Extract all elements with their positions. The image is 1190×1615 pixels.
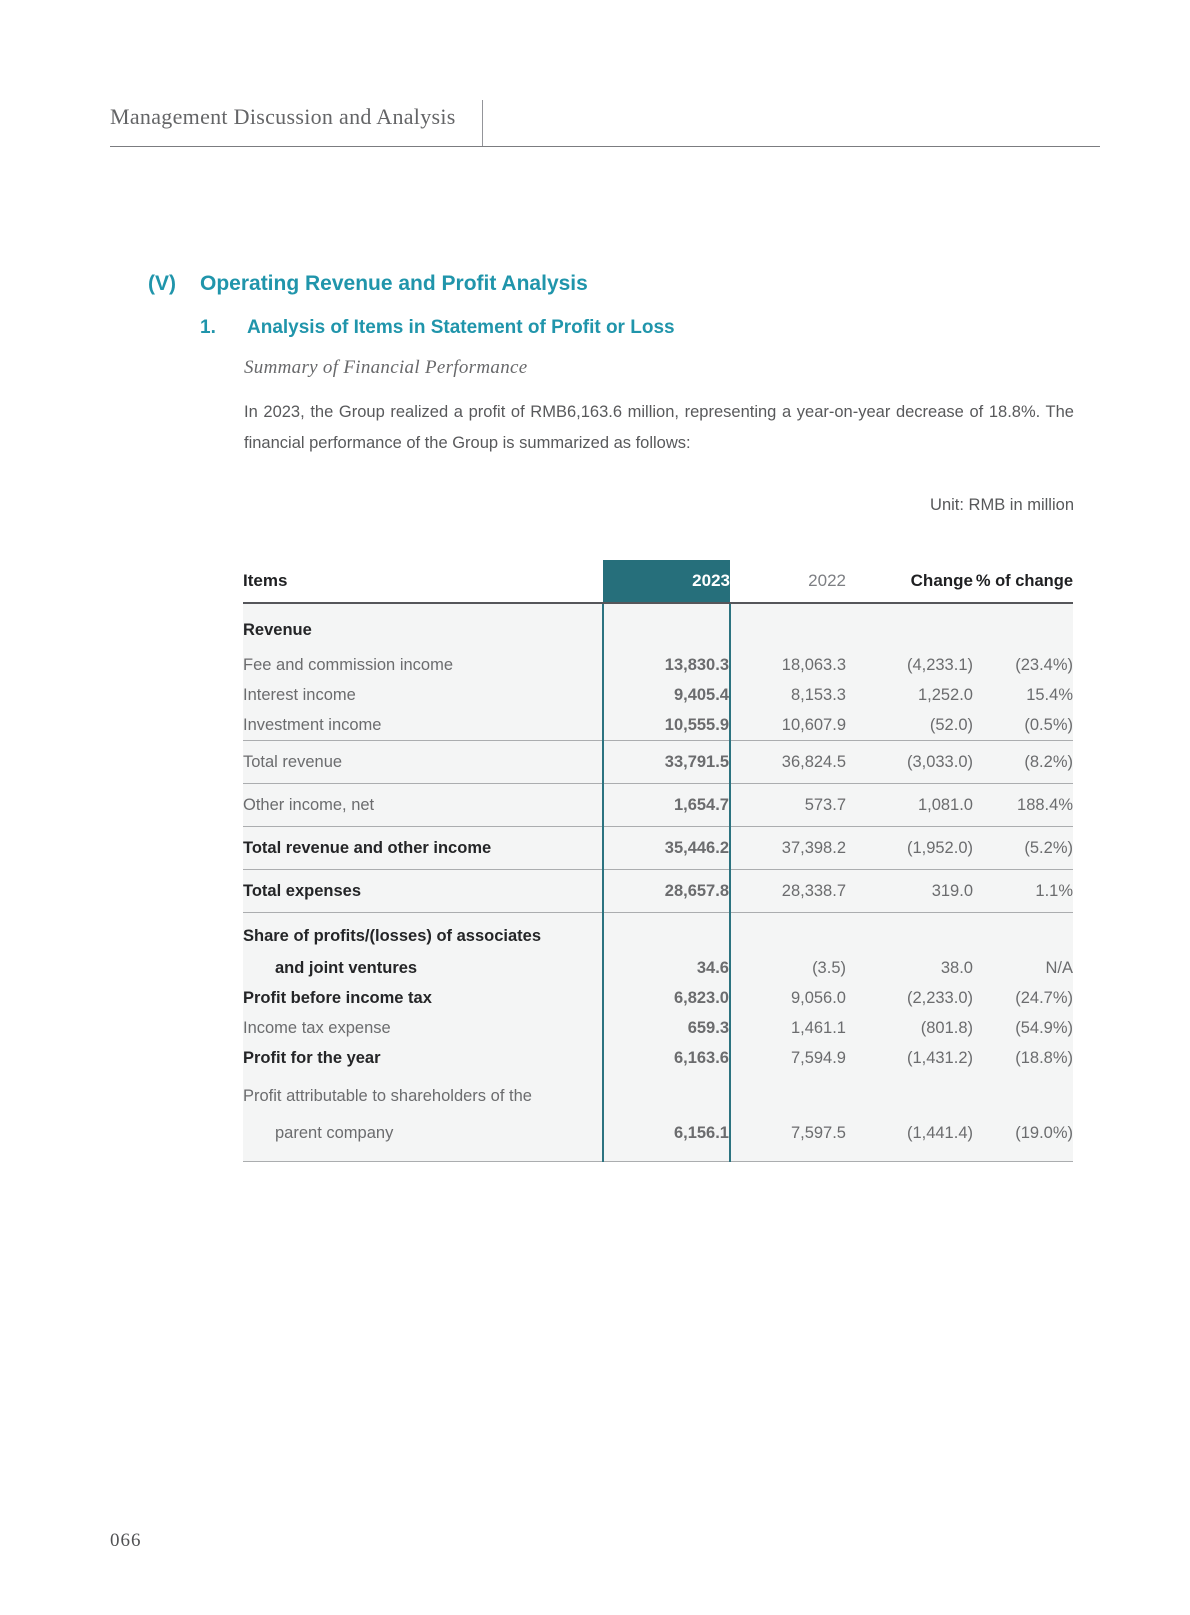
table-row: Profit attributable to shareholders of the	[243, 1073, 1073, 1113]
section-marker: (V)	[148, 272, 176, 295]
summary-heading: Summary of Financial Performance	[244, 357, 528, 378]
table-row: Share of profits/(losses) of associates	[243, 913, 1073, 954]
section-title: Operating Revenue and Profit Analysis	[200, 272, 588, 295]
financial-summary-table	[243, 560, 1073, 1162]
column-header-pct-change: % of change	[973, 560, 1073, 603]
table-row: Total revenue and other income 35,446.2 37,398.2 (1,952.0) (5.2%)	[243, 827, 1073, 870]
column-header-items: Items	[243, 560, 603, 603]
page-number: 066	[110, 1530, 142, 1551]
table-row: Profit for the year 6,163.6 7,594.9 (1,431.2) (18.8%)	[243, 1043, 1073, 1073]
column-header-2022: 2022	[730, 560, 846, 603]
running-head-title: Management Discussion and Analysis	[110, 104, 456, 129]
subsection-number: 1.	[200, 317, 216, 338]
unit-note: Unit: RMB in million	[930, 496, 1074, 514]
running-head-vertical-divider	[482, 100, 483, 146]
table-header-row	[243, 560, 1073, 603]
subsection-title: Analysis of Items in Statement of Profit or Loss	[247, 317, 675, 338]
table-row: Investment income 10,555.9 10,607.9 (52.0) (0.5%)	[243, 710, 1073, 741]
table-row: Total revenue 33,791.5 36,824.5 (3,033.0) (8.2%)	[243, 741, 1073, 784]
running-head-rule	[110, 146, 1100, 147]
table-row: and joint ventures 34.6 (3.5) 38.0 N/A	[243, 953, 1073, 983]
table-row: parent company 6,156.1 7,597.5 (1,441.4) (19.0%)	[243, 1113, 1073, 1162]
table-row: Fee and commission income 13,830.3 18,063.3 (4,233.1) (23.4%)	[243, 650, 1073, 680]
column-header-2023: 2023	[603, 560, 730, 603]
column-header-change: Change	[846, 560, 973, 603]
table-row: Revenue	[243, 603, 1073, 650]
table-row: Income tax expense 659.3 1,461.1 (801.8) (54.9%)	[243, 1013, 1073, 1043]
table-row: Profit before income tax 6,823.0 9,056.0 (2,233.0) (24.7%)	[243, 983, 1073, 1013]
table-row: Other income, net 1,654.7 573.7 1,081.0 188.4%	[243, 784, 1073, 827]
intro-paragraph: In 2023, the Group realized a profit of RMB6,163.6 million, representing a year-on-year decrease of 18.8%. The financial performance of the Group is summarized as follows:	[244, 403, 1074, 452]
table-row: Interest income 9,405.4 8,153.3 1,252.0 15.4%	[243, 680, 1073, 710]
table-row: Total expenses 28,657.8 28,338.7 319.0 1.1%	[243, 870, 1073, 913]
